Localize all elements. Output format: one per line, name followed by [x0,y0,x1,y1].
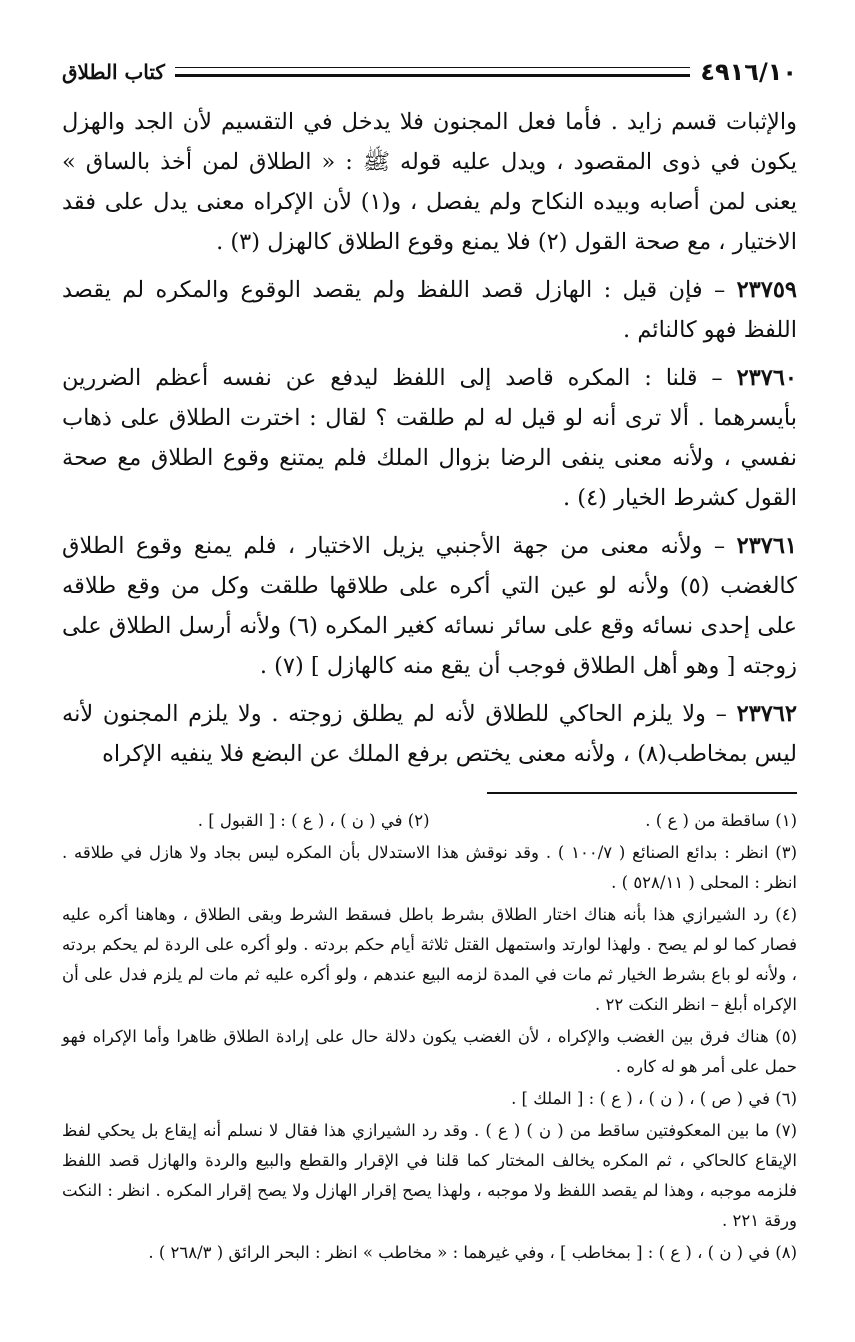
header-rule [175,67,690,77]
paragraph [62,270,797,350]
paragraph-text: – قلنا : المكره قاصد إلى اللفظ ليدفع عن نفسه أعظم الضررين بأيسرهما . ألا ترى أنه لو قيل له لم طلقت ؟ لقال : اخترت الطلاق على ذهاب نفسي ، ولأنه معنى ينفى الرضا بزوال الملك فلم يمتنع وقوع الطلاق مع صحة القول كشرط الخيار (٤) . [62,365,797,511]
paragraph-number: ٢٣٧٦٢ [736,701,797,727]
page-header [62,52,797,92]
paragraph [62,358,797,518]
paragraph-number: ٢٣٧٥٩ [736,277,797,303]
footnote-row [62,806,797,838]
paragraph [62,102,797,262]
paragraph-number: ٢٣٧٦٠ [736,365,797,391]
footnote-7: (٧) ما بين المعكوفتين ساقط من ( ن ) ( ع ) . وقد رد الشيرازي هذا فقال لا نسلم أنه إيقاع بل يحكي لفظ الإيقاع كالحاكي ، ثم المكره يخالف المختار كما قلنا في الإقرار والقطع والبيع والردة والهازل قصد اللفظ فلزمه موجبه ، وهذا لم يقصد اللفظ ولا موجبه ، ولهذا يصح إقرار الهازل ولا يصح إقرار المكره . انظر : النكت ورقة ٢٢١ . [62,1121,797,1230]
paragraph-text: – فإن قيل : الهازل قصد اللفظ ولم يقصد الوقوع والمكره لم يقصد اللفظ فهو كالنائم . [62,277,797,343]
paragraph [62,694,797,774]
main-text [62,102,797,774]
footnote-1: (١) ساقطة من ( ع ) . [645,811,797,830]
footnote-2: (٢) في ( ن ) ، ( ع ) : [ القبول ] . [197,811,430,830]
book-title: كتاب الطلاق [62,60,165,84]
footnote-4: (٤) رد الشيرازي هذا بأنه هناك اختار الطلاق بشرط باطل فسقط الشرط وبقى الطلاق ، وهاهنا أكره عليه فصار كما لو لم يصح . ولهذا لوارتد واستمهل القتل ثلاثة أيام حكم بردته . ولو أكره على الردة لم يحكم بردته ، ولأنه لو باع بشرط الخيار ثم مات في المدة لزمه البيع عندهم ، ولو أكره عليه ثم مات لم يلزم فدل على أن الإكراه أبلغ – انظر النكت ٢٢ . [62,905,797,1014]
page-number: ٤٩١٦/١٠ [700,58,797,86]
paragraph [62,526,797,686]
paragraph-text: والإثبات قسم زايد . فأما فعل المجنون فلا يدخل في التقسيم لأن الجد والهزل يكون في ذوى المقصود ، ويدل عليه قوله ﷺ : « الطلاق لمن أخذ بالساق » يعنى لمن أصابه وبيده النكاح ولم يفصل ، و(١) لأن الإكراه معنى يدل على فقد الاختيار ، مع صحة القول (٢) فلا يمنع وقوع الطلاق كالهزل (٣) . [62,109,797,255]
footnote-3: (٣) انظر : بدائع الصنائع ( ١٠٠/٧ ) . وقد نوقش هذا الاستدلال بأن المكره ليس بجاد ولا هازل في طلاقه . انظر : المحلى ( ٥٢٨/١١ ) . [62,843,797,892]
footnote-6: (٦) في ( ص ) ، ( ن ) ، ( ع ) : [ الملك ] . [511,1089,797,1108]
footnote-separator [487,792,797,794]
paragraph-text: – ولا يلزم الحاكي للطلاق لأنه لم يطلق زوجته . ولا يلزم المجنون لأنه ليس بمخاطب(٨) ، ولأنه معنى يختص برفع الملك عن البضع فلا ينفيه الإكراه [62,701,797,767]
footnote-8: (٨) في ( ن ) ، ( ع ) : [ بمخاطب ] ، وفي غيرهما : « مخاطب » انظر : البحر الرائق ( ٢٦٨/٣ ) . [148,1243,797,1262]
footnotes [62,806,797,1268]
paragraph-text: – ولأنه معنى من جهة الأجنبي يزيل الاختيار ، فلم يمنع وقوع الطلاق كالغضب (٥) ولأنه لو عين التي أكره على طلاقها طلقت وكل من وقع طلاقه على إحدى نسائه وقع على سائر نسائه كغير المكره (٦) ولأنه أرسل الطلاق على زوجته [ وهو أهل الطلاق فوجب أن يقع منه كالهازل ] (٧) . [62,533,798,679]
footnote-5: (٥) هناك فرق بين الغضب والإكراه ، لأن الغضب يكون دلالة حال على إرادة الطلاق ظاهرا وأما الإكراه فهو حمل على أمر هو له كاره . [62,1027,797,1076]
paragraph-number: ٢٣٧٦١ [736,533,797,559]
